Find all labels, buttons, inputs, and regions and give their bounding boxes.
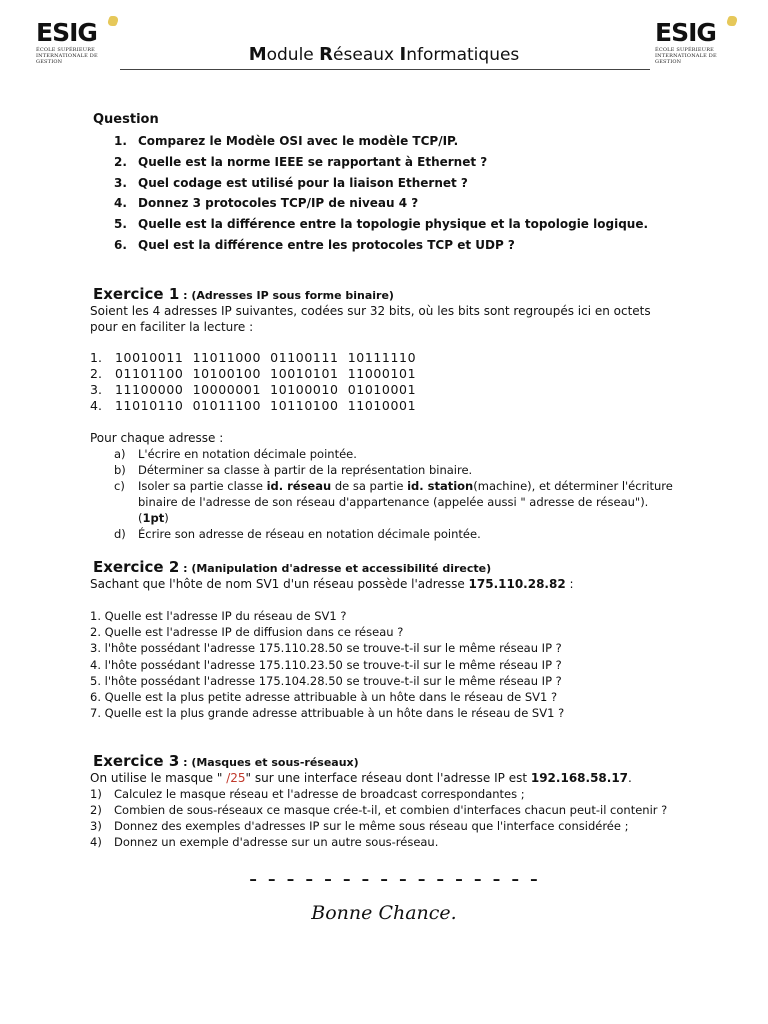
item-number: 4) — [90, 835, 102, 849]
item-text: Donnez un exemple d'adresse sur un autre sous-réseau. — [114, 835, 439, 849]
logo-wordmark: ESIG — [36, 18, 97, 47]
questions-list — [114, 131, 648, 256]
item-number: 2. — [114, 154, 127, 169]
exercice-title: Exercice 2 — [93, 558, 180, 576]
list-item: 5. l'hôte possédant l'adresse 175.104.28.50 se trouve-t-il sur le même réseau IP ? — [90, 673, 562, 688]
list-item — [114, 214, 648, 235]
heading-separator: : — [179, 562, 192, 575]
list-item — [114, 131, 648, 152]
item-number: 1. — [114, 134, 127, 148]
binary-address: 11010110 01011100 10110100 11010001 — [115, 398, 417, 413]
item-text: Déterminer sa classe à partir de la représentation binaire. — [138, 463, 473, 477]
list-item: 7. Quelle est la plus grande adresse attribuable à un hôte dans le réseau de SV1 ? — [90, 706, 565, 721]
interface-ip-address: 192.168.58.17 — [530, 771, 629, 785]
intro-text: Sachant que l'hôte de nom SV1 d'un réseau possède l'adresse — [90, 577, 469, 591]
item-number: 3) — [90, 819, 102, 833]
item-letter: c) — [114, 479, 125, 493]
title-initial: M — [248, 44, 267, 65]
item-text: Isoler sa partie classe — [138, 479, 267, 493]
item-number: 3. — [114, 175, 127, 190]
item-letter: a) — [114, 447, 126, 461]
exercice2-intro — [90, 576, 680, 592]
header-divider — [120, 69, 650, 70]
item-text: L'écrire en notation décimale pointée. — [138, 447, 357, 461]
logo-subtitle: ÉCOLE SUPÉRIEURE INTERNATIONALE DE GESTION — [655, 47, 717, 65]
exercice3-heading — [93, 752, 359, 770]
item-number: 3. — [90, 382, 102, 397]
page-title — [0, 44, 768, 65]
logo-leaf-icon — [106, 16, 120, 26]
title-word: éseaux — [333, 45, 400, 65]
list-item: 1. Quelle est l'adresse IP du réseau de SV1 ? — [90, 609, 347, 623]
term-id-reseau: id. réseau — [266, 479, 332, 493]
exercice1-heading — [93, 285, 394, 303]
item-text: de sa partie — [331, 479, 408, 493]
list-item — [114, 478, 674, 526]
item-number: 6. — [114, 237, 127, 252]
list-item — [114, 446, 674, 462]
exercice-subtitle: (Masques et sous-réseaux) — [191, 756, 359, 769]
list-item — [90, 834, 682, 850]
item-number: 1. — [90, 350, 102, 365]
item-text: Quelle est la norme IEEE se rapportant à Ethernet ? — [138, 154, 488, 169]
item-text: Quel est la différence entre les protocoles TCP et UDP ? — [138, 237, 515, 252]
list-item — [114, 526, 674, 542]
points-label: 1pt — [142, 511, 165, 525]
task-list — [114, 446, 674, 542]
exercice3-intro — [90, 770, 690, 786]
intro-text: On utilise le masque " — [90, 771, 227, 785]
term-id-station: id. station — [407, 479, 474, 493]
item-text: Quel codage est utilisé pour la liaison Ethernet ? — [138, 175, 468, 190]
logo-leaf-icon — [725, 16, 739, 26]
binary-address: 10010011 11011000 01100111 10111110 — [115, 350, 417, 365]
title-initial: R — [319, 44, 334, 65]
binary-address: 11100000 10000001 10100010 01010001 — [115, 382, 417, 397]
item-number: 4. — [90, 398, 102, 413]
list-item — [90, 818, 682, 834]
item-text: Donnez des exemples d'adresses IP sur le même sous réseau que l'interface considérée ; — [114, 819, 629, 833]
dashed-separator: – – – – – – – – – – – – – – – – — [249, 870, 541, 888]
list-item: 4. l'hôte possédant l'adresse 175.110.23.50 se trouve-t-il sur le même réseau IP ? — [90, 657, 562, 672]
item-number: 5. — [114, 217, 127, 232]
list-item — [90, 382, 416, 398]
questions-heading: Question — [93, 112, 159, 127]
exercice1-intro: Soient les 4 adresses IP suivantes, codées sur 32 bits, où les bits sont regroupés ici en octets pour en faciliter la lecture : — [90, 304, 651, 334]
exercice-subtitle: (Adresses IP sous forme binaire) — [191, 289, 394, 302]
list-item — [114, 235, 648, 256]
exercice2-heading — [93, 558, 491, 576]
list-item — [90, 398, 416, 414]
list-item — [90, 350, 416, 366]
logo-wordmark: ESIG — [655, 18, 716, 47]
intro-text: : — [565, 577, 574, 591]
item-text: Écrire son adresse de réseau en notation décimale pointée. — [138, 527, 481, 541]
item-text: Calculez le masque réseau et l'adresse de broadcast correspondantes ; — [114, 787, 525, 801]
exercice2-list — [90, 608, 564, 721]
intro-text: " sur une interface réseau dont l'adresse IP est — [245, 771, 531, 785]
item-text: ) — [164, 511, 169, 525]
item-letter: d) — [114, 527, 126, 541]
exercice-subtitle: (Manipulation d'adresse et accessibilité directe) — [191, 562, 492, 575]
heading-separator: : — [179, 756, 192, 769]
item-text: Comparez le Modèle OSI avec le modèle TCP/IP. — [138, 134, 459, 148]
title-word: odule — [266, 45, 320, 65]
item-number: 4. — [114, 196, 127, 211]
list-item — [114, 152, 648, 173]
list-item: 2. Quelle est l'adresse IP de diffusion dans ce réseau ? — [90, 625, 404, 640]
title-word: nformatiques — [406, 45, 520, 65]
mask-value: /25 — [226, 771, 246, 785]
item-text: Donnez 3 protocoles TCP/IP de niveau 4 ? — [138, 196, 419, 211]
title-initial: I — [399, 44, 407, 65]
exercice3-list — [90, 786, 682, 850]
list-item: 6. Quelle est la plus petite adresse attribuable à un hôte dans le réseau de SV1 ? — [90, 689, 558, 704]
binary-address-list — [90, 350, 416, 414]
closing-message: Bonne Chance. — [311, 902, 457, 924]
list-item — [114, 193, 648, 214]
list-item — [114, 173, 648, 194]
list-item — [90, 366, 416, 382]
list-item — [114, 462, 674, 478]
item-number: 2) — [90, 803, 102, 817]
binary-address: 01101100 10100100 10010101 11000101 — [115, 366, 417, 381]
sv1-ip-address: 175.110.28.82 — [468, 577, 566, 591]
pour-chaque-label: Pour chaque adresse : — [90, 431, 224, 445]
item-text: Combien de sous-réseaux ce masque crée-t-il, et combien d'interfaces chacun peut-il contenir ? — [114, 803, 668, 817]
item-number: 1) — [90, 787, 102, 801]
list-item — [90, 802, 682, 818]
item-text: Quelle est la différence entre la topologie physique et la topologie logique. — [138, 217, 649, 232]
item-number: 2. — [90, 366, 102, 381]
exercice-title: Exercice 3 — [93, 752, 180, 770]
logo-subtitle: ÉCOLE SUPÉRIEURE INTERNATIONALE DE GESTION — [36, 47, 98, 65]
heading-separator: : — [179, 289, 192, 302]
intro-text: . — [628, 771, 632, 785]
exercice-title: Exercice 1 — [93, 285, 180, 303]
list-item: 3. l'hôte possédant l'adresse 175.110.28.50 se trouve-t-il sur le même réseau IP ? — [90, 641, 562, 656]
list-item — [90, 786, 682, 802]
item-text: (machine), et déterminer l'écriture binaire de l'adresse de son réseau d'appartenance (appelée aussi " adresse de réseau"). ( — [138, 479, 673, 525]
item-letter: b) — [114, 463, 126, 477]
